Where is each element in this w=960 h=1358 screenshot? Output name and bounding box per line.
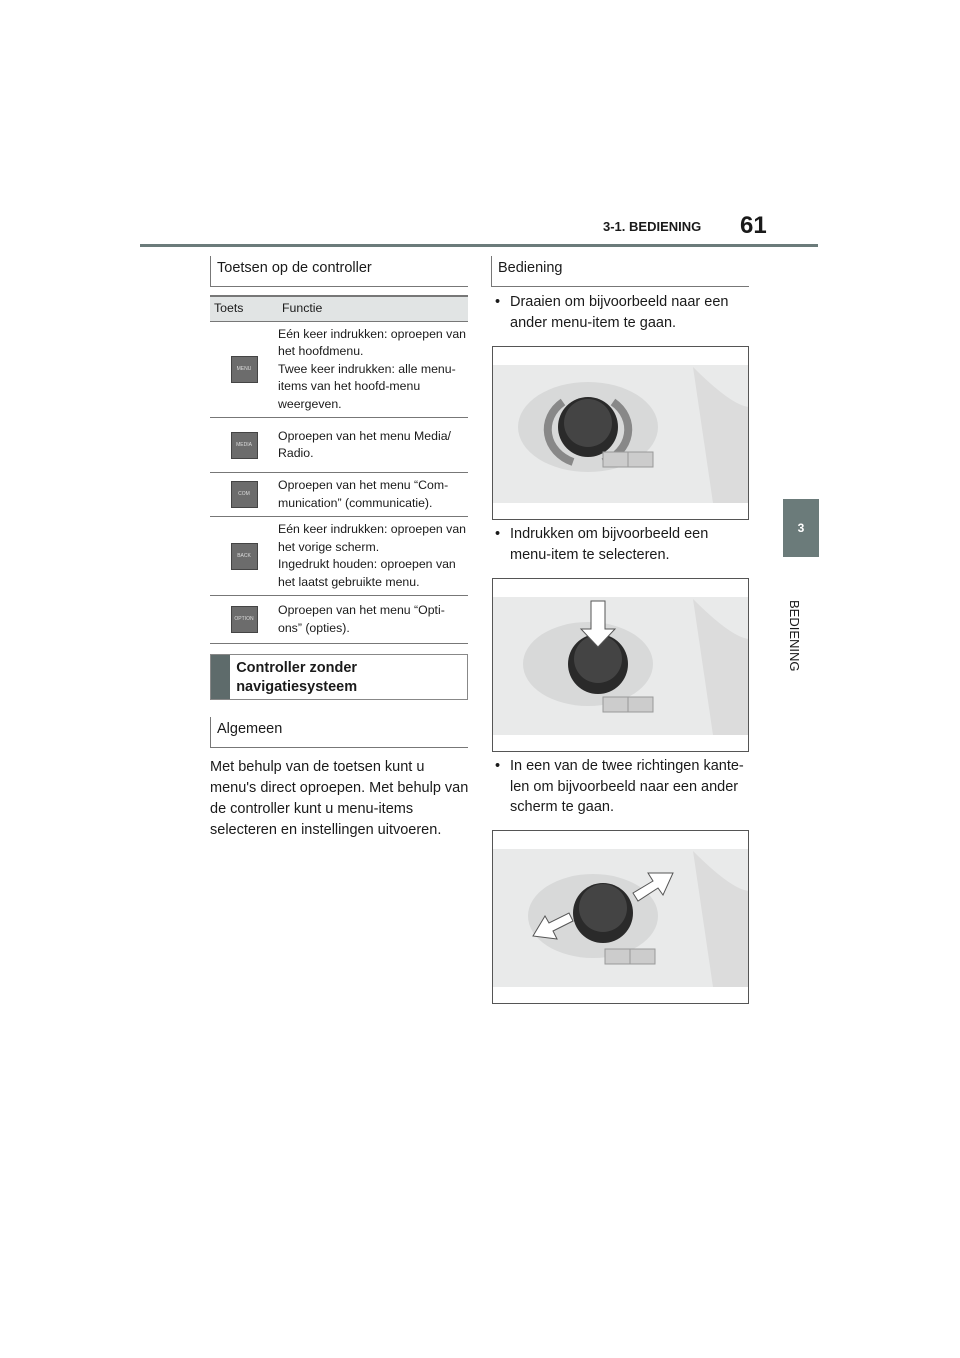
- controller-heading: Controller zonder navigatiesysteem: [236, 660, 358, 695]
- media-key-icon: MEDIA: [231, 432, 258, 459]
- function-text: Eén keer indrukken: oproepen van het hoofdmenu.: [278, 326, 466, 358]
- function-text: Eén keer indrukken: oproepen van het vorige scherm.: [278, 522, 466, 554]
- table-row: [210, 596, 468, 644]
- function-text: Oproepen van het menu Media/ Radio.: [278, 418, 468, 473]
- page-number: 61: [740, 212, 767, 239]
- table-header-row: [210, 296, 468, 321]
- operation-heading: Bediening: [491, 256, 749, 287]
- chapter-tab: 3: [783, 499, 819, 557]
- menu-key-icon: MENU: [231, 356, 258, 383]
- chapter-title: 3-1. BEDIENING: [603, 219, 702, 234]
- back-key-icon: BACK: [231, 543, 258, 570]
- table-row: [210, 473, 468, 517]
- controller-rotate-illustration: [492, 346, 749, 520]
- bullet-text: Draaien om bijvoorbeeld naar een ander menu-item te gaan.: [510, 294, 729, 331]
- bullet: •: [495, 526, 501, 542]
- bullet-text: Indrukken om bijvoorbeeld een menu-item te selecteren.: [510, 526, 709, 563]
- function-text: Twee keer indrukken: alle menu-items van het hoofd-menu weergeven.: [278, 361, 456, 411]
- controller-heading-box: [210, 654, 468, 700]
- bullet: •: [495, 758, 501, 774]
- bullet-item: [491, 292, 751, 333]
- function-text: Oproepen van het menu “Opti-ons” (opties).: [278, 596, 468, 644]
- column-header: Functie: [278, 296, 468, 321]
- table-row: [210, 418, 468, 473]
- function-text: Ingedrukt houden: oproepen van het laatst gebruikte menu.: [278, 557, 456, 589]
- bullet-text: In een van de twee richtingen kante-len om bijvoorbeeld naar een ander scherm te gaan.: [510, 758, 744, 815]
- column-header: Toets: [210, 296, 278, 321]
- general-heading: Algemeen: [210, 717, 468, 748]
- bullet: •: [495, 294, 501, 310]
- controller-tilt-illustration: [492, 830, 749, 1004]
- chapter-tab-label: BEDIENING: [787, 600, 802, 672]
- heading-bar: [211, 655, 230, 699]
- option-key-icon: OPTION: [231, 606, 258, 633]
- controller-press-illustration: [492, 578, 749, 752]
- header-divider: [140, 244, 818, 247]
- table-row: [210, 517, 468, 596]
- com-key-icon: COM: [231, 481, 258, 508]
- table-row: [210, 321, 468, 418]
- function-text: Oproepen van het menu “Com-munication” (communicatie).: [278, 473, 468, 517]
- general-text: Met behulp van de toetsen kunt u menu's direct oproepen. Met behulp van de controller kunt u menu-items selecteren en instellingen uitvoeren.: [210, 759, 469, 838]
- bullet-item: [491, 756, 751, 818]
- section-heading: Toetsen op de controller: [210, 256, 468, 287]
- keys-table: [210, 295, 468, 644]
- bullet-item: [491, 524, 751, 565]
